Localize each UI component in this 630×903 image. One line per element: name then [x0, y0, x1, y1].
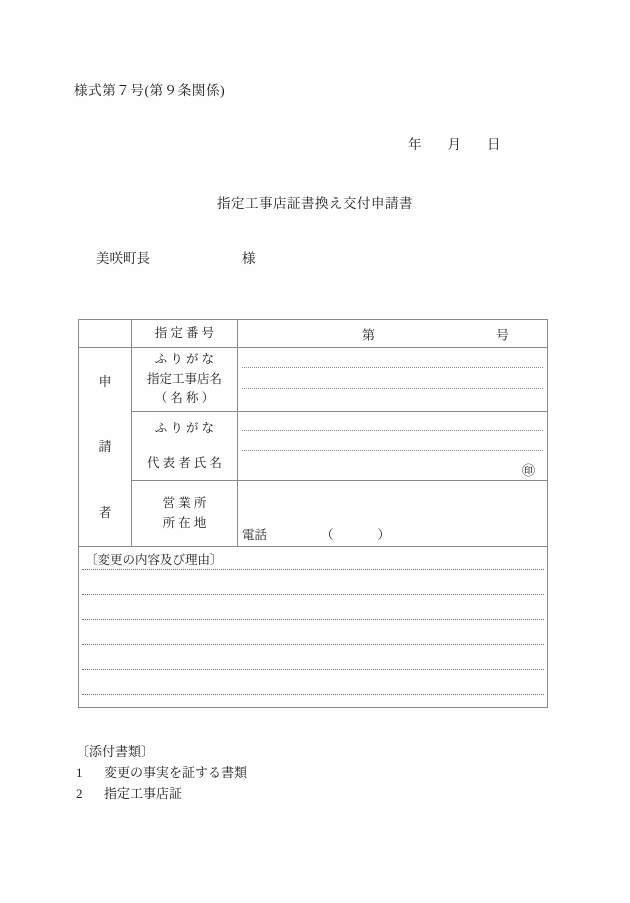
- applicant-table: [78, 319, 548, 708]
- representative-label-cell: [132, 412, 238, 481]
- attachment-text: 指定工事店証: [104, 786, 183, 802]
- representative-name-label: 代 表 者 氏 名: [146, 456, 222, 470]
- shop-name-label-cell: [132, 348, 238, 412]
- shop-name-furigana-label: ふ り が な: [154, 352, 215, 367]
- dotted-rule: [82, 594, 544, 595]
- row1-spacer-cell: [79, 320, 132, 348]
- address-label: 所 在 地: [162, 515, 207, 530]
- form-number: 様式第７号(第９条関係): [74, 83, 226, 98]
- shop-name-writing-area[interactable]: [238, 348, 547, 411]
- addressee: [96, 247, 256, 267]
- attachments-title: 〔添付書類〕: [76, 744, 155, 759]
- dotted-rule: [82, 569, 544, 570]
- representative-furigana-label: ふ り が な: [154, 420, 215, 435]
- office-label: 営 業 所: [162, 496, 207, 511]
- office-address-value-cell[interactable]: [238, 481, 548, 547]
- attachment-number: 2: [76, 786, 83, 802]
- designation-number-label-cell: [132, 320, 238, 348]
- attachments-section: [76, 741, 247, 804]
- shop-name-label: 指定工事店名: [146, 371, 222, 386]
- dotted-rule: [242, 430, 543, 431]
- table-row: [79, 481, 548, 547]
- table-row: [79, 348, 548, 412]
- telephone-field[interactable]: [242, 525, 390, 543]
- applicant-vertical-label: [79, 349, 131, 545]
- list-item: [76, 762, 247, 783]
- change-reason-cell[interactable]: [79, 547, 548, 708]
- applicant-char-3: 者: [98, 504, 112, 520]
- seal-icon: ㊞: [521, 463, 535, 478]
- dotted-rule: [242, 388, 543, 389]
- dotted-rule: [82, 644, 544, 645]
- applicant-char-2: 請: [98, 439, 112, 455]
- telephone-paren-close: ）: [377, 528, 391, 542]
- gou-suffix: 号: [496, 327, 510, 342]
- dotted-rule: [82, 694, 544, 695]
- dotted-rule: [242, 450, 543, 451]
- shop-name-value-cell[interactable]: [238, 348, 548, 412]
- list-item: [76, 783, 247, 804]
- applicant-vertical-label-cell: [79, 348, 132, 547]
- designation-number-label: 指 定 番 号: [154, 325, 215, 340]
- dotted-rule: [82, 669, 544, 670]
- date-line: [408, 133, 501, 153]
- table-row: [79, 547, 548, 708]
- addressee-honorific: 様: [242, 251, 256, 266]
- date-month-label: 月: [447, 137, 461, 152]
- shop-name-alias-label: （ 名 称 ）: [154, 391, 215, 406]
- representative-writing-area[interactable]: [238, 412, 547, 480]
- attachment-text: 変更の事実を証する書類: [104, 765, 248, 781]
- representative-value-cell[interactable]: [238, 412, 548, 481]
- attachment-number: 1: [76, 765, 83, 781]
- document-title: 指定工事店証書換え交付申請書: [217, 196, 413, 211]
- office-address-label-cell: [132, 481, 238, 547]
- designation-number-value-cell[interactable]: [238, 320, 548, 348]
- telephone-paren-open: （: [321, 528, 334, 542]
- date-day-label: 日: [487, 137, 501, 152]
- dotted-rule: [242, 367, 543, 368]
- table-row: [79, 412, 548, 481]
- table-row: [79, 320, 548, 348]
- telephone-label: 電話: [242, 528, 268, 542]
- date-year-label: 年: [408, 137, 422, 152]
- change-reason-writing-area[interactable]: [79, 547, 547, 707]
- dotted-rule: [82, 619, 544, 620]
- change-reason-title: 〔変更の内容及び理由〕: [85, 553, 223, 567]
- dai-prefix: 第: [362, 327, 376, 342]
- addressee-name: 美咲町長: [96, 251, 150, 266]
- applicant-char-1: 申: [98, 374, 112, 390]
